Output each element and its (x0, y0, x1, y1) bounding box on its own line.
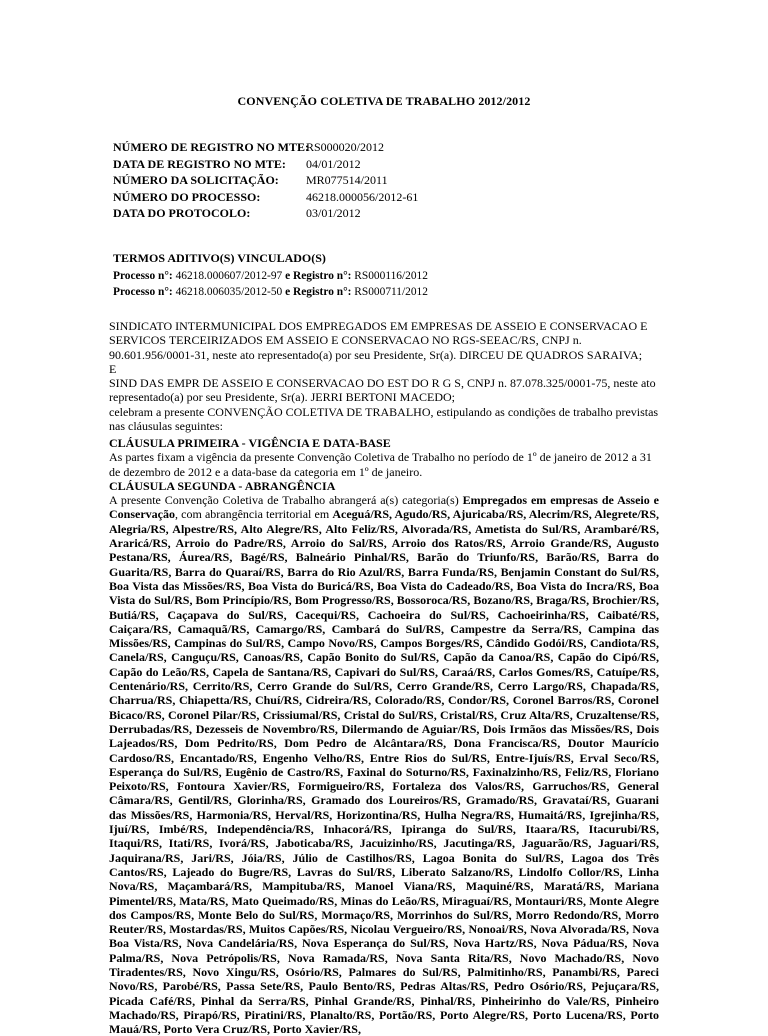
registro-label: e Registro n°: (285, 286, 352, 298)
registration-label: NÚMERO DE REGISTRO NO MTE: (113, 140, 310, 154)
clause-intro: A presente Convenção Coletiva de Trabalho abrangerá a(s) categoria(s) (109, 493, 459, 508)
registration-row (113, 172, 418, 189)
clauses-section (109, 436, 659, 1036)
conjunction: E (109, 361, 117, 376)
clause-text (109, 493, 659, 1036)
registration-row (113, 139, 418, 156)
registration-block (113, 139, 418, 222)
registration-label: NÚMERO DA SOLICITAÇÃO: (113, 173, 279, 188)
registration-row (113, 189, 418, 206)
termos-aditivos-section (113, 250, 428, 301)
registration-label: NÚMERO DO PROCESSO: (113, 189, 261, 204)
registration-value: RS000020/2012 (306, 140, 385, 154)
registration-label: DATA DO PROTOCOLO: (113, 206, 251, 221)
registration-row (113, 205, 418, 222)
processo-number: 46218.000607/2012-97 (175, 269, 283, 282)
clause-mid: , com abrangência territorial em (175, 507, 330, 522)
document-title: CONVENÇÃO COLETIVA DE TRABALHO 2012/2012 (237, 94, 531, 108)
registration-value: 03/01/2012 (306, 206, 361, 221)
party-paragraph: SINDICATO INTERMUNICIPAL DOS EMPREGADOS EM EMPRESAS DE ASSEIO E CONSERVACAO E SERVICOS TERCEIRIZADOS EM ASSEIO E CONSERVACAO NO RGS-SEEAC/RS, CNPJ n. 90.601.956/0001-31, neste ato representado(a) por seu Presidente, Sr(a). DIRCEU DE QUADROS SARAIVA; (109, 319, 648, 362)
registration-row (113, 156, 418, 173)
processo-number: 46218.006035/2012-50 (175, 286, 283, 298)
registration-value: 04/01/2012 (306, 156, 361, 171)
party-paragraph: SIND DAS EMPR DE ASSEIO E CONSERVACAO DO EST DO R G S, CNPJ n. 87.078.325/0001-75, neste ato representado(a) por seu Presidente, Sr(a). JERRI BERTONI MACEDO; (109, 376, 656, 405)
clause-heading: CLÁUSULA SEGUNDA - ABRANGÊNCIA (109, 478, 336, 493)
registration-label: DATA DE REGISTRO NO MTE: (113, 156, 286, 171)
celebration-paragraph: celebram a presente CONVENÇÃO COLETIVA DE TRABALHO, estipulando as condições de trabalho previstas nas cláusulas seguintes: (109, 404, 659, 434)
registro-number: RS000711/2012 (354, 286, 428, 298)
termo-item (113, 284, 428, 301)
termos-heading: TERMOS ADITIVO(S) VINCULADO(S) (113, 251, 326, 265)
categoria-text: Empregados em empresas de Asseio e Conservação (109, 493, 659, 522)
processo-label: Processo n°: (113, 269, 173, 282)
registration-value: MR077514/2011 (306, 173, 388, 188)
clause-heading: CLÁUSULA PRIMEIRA - VIGÊNCIA E DATA-BASE (109, 436, 391, 450)
registro-label: e Registro n°: (285, 269, 352, 282)
processo-label: Processo n°: (113, 286, 173, 298)
clause-text: As partes fixam a vigência da presente Convenção Coletiva de Trabalho no período de 1º de janeiro de 2012 a 31 de dezembro de 2012 e a data-base da categoria em 1º de janeiro. (109, 450, 652, 479)
parties-section (109, 319, 661, 433)
municipios-list: Aceguá/RS, Agudo/RS, Ajuricaba/RS, Alecrim/RS, Alegrete/RS, Alegria/RS, Alpestre/RS, Alto Alegre/RS, Alto Feliz/RS, Alvorada/RS, Ametista do Sul/RS, Arambaré/RS, Araricá/RS, Arroio do Padre/RS, Arroio do Sal/RS, Arroio dos Ratos/RS, Arroio Grande/RS, Augusto Pestana/RS, Áurea/RS, Bagé/RS, Balneário Pinhal/RS, Barão do Triunfo/RS, Barão/RS, Barra do Guarita/RS, Barra do Quaraí/RS, Barra do Rio Azul/RS, Barra Funda/RS, Benjamin Constant do Sul/RS, Boa Vista das Missões/RS, Boa Vista do Buricá/RS, Boa Vista do Cadeado/RS, Boa Vista do Incra/RS, Boa Vista do Sul/RS, Bom Princípio/RS, Bom Progresso/RS, Bossoroca/RS, Bozano/RS, Braga/RS, Brochier/RS, Butiá/RS, Caçapava do Sul/RS, Cacequi/RS, Cachoeira do Sul/RS, Cachoeirinha/RS, Caibaté/RS, Caiçara/RS, Camaquã/RS, Camargo/RS, Cambará do Sul/RS, Campestre da Serra/RS, Campina das Missões/RS, Campinas do Sul/RS, Campo Novo/RS, Campos Borges/RS, Cândido Godói/RS, Candiota/RS, Canela/RS, Canguçu/RS, Canoas/RS, Capão Bonito do Sul/RS, Capão da Canoa/RS, Capão do Cipó/RS, Capão do Leão/RS, Capela de Santana/RS, Capivari do Sul/RS, Caraá/RS, Carlos Gomes/RS, Catuípe/RS, Centenário/RS, Cerrito/RS, Cerro Grande do Sul/RS, Cerro Grande/RS, Cerro Largo/RS, Chapada/RS, Charrua/RS, Chiapetta/RS, Chuí/RS, Cidreira/RS, Colorado/RS, Condor/RS, Coronel Barros/RS, Coronel Bicaco/RS, Coronel Pilar/RS, Crissiumal/RS, Cristal do Sul/RS, Cristal/RS, Cruz Alta/RS, Cruzaltense/RS, Derrubadas/RS, Dezesseis de Novembro/RS, Dilermando de Aguiar/RS, Dois Irmãos das Missões/RS, Dois Lajeados/RS, Dom Pedrito/RS, Dom Pedro de Alcântara/RS, Dona Francisca/RS, Doutor Maurício Cardoso/RS, Encantado/RS, Engenho Velho/RS, Entre Rios do Sul/RS, Entre-Ijuís/RS, Erval Seco/RS, Esperança do Sul/RS, Eugênio de Castro/RS, Faxinal do Soturno/RS, Faxinalzinho/RS, Feliz/RS, Floriano Peixoto/RS, Fontoura Xavier/RS, Formigueiro/RS, Fortaleza dos Valos/RS, Garruchos/RS, General Câmara/RS, Gentil/RS, Glorinha/RS, Gramado dos Loureiros/RS, Gramado/RS, Gravataí/RS, Guarani das Missões/RS, Harmonia/RS, Herval/RS, Horizontina/RS, Hulha Negra/RS, Humaitá/RS, Igrejinha/RS, Ijuí/RS, Imbé/RS, Independência/RS, Inhacorá/RS, Ipiranga do Sul/RS, Itaara/RS, Itacurubi/RS, Itaqui/RS, Itati/RS, Ivorá/RS, Jaboticaba/RS, Jacuizinho/RS, Jacutinga/RS, Jaguarão/RS, Jaguari/RS, Jaquirana/RS, Jari/RS, Jóia/RS, Júlio de Castilhos/RS, Lagoa Bonita do Sul/RS, Lagoa dos Três Cantos/RS, Lajeado do Bugre/RS, Lavras do Sul/RS, Liberato Salzano/RS, Lindolfo Collor/RS, Linha Nova/RS, Maçambará/RS, Mampituba/RS, Manoel Viana/RS, Maquiné/RS, Maratá/RS, Mariana Pimentel/RS, Mata/RS, Mato Queimado/RS, Minas do Leão/RS, Miraguaí/RS, Montauri/RS, Monte Alegre dos Campos/RS, Monte Belo do Sul/RS, Mormaço/RS, Morrinhos do Sul/RS, Morro Redondo/RS, Morro Reuter/RS, Mostardas/RS, Muitos Capões/RS, Nicolau Vergueiro/RS, Nonoai/RS, Nova Alvorada/RS, Nova Boa Vista/RS, Nova Candelária/RS, Nova Esperança do Sul/RS, Nova Hartz/RS, Nova Pádua/RS, Nova Palma/RS, Nova Petrópolis/RS, Nova Ramada/RS, Nova Santa Rita/RS, Novo Machado/RS, Novo Tiradentes/RS, Novo Xingu/RS, Osório/RS, Palmares do Sul/RS, Palmitinho/RS, Panambi/RS, Pareci Novo/RS, Parobé/RS, Passa Sete/RS, Paulo Bento/RS, Pedras Altas/RS, Pedro Osório/RS, Pejuçara/RS, Picada Café/RS, Pinhal da Serra/RS, Pinhal Grande/RS, Pinhal/RS, Pinheirinho do Vale/RS, Pinheiro Machado/RS, Pirapó/RS, Piratini/RS, Planalto/RS, Portão/RS, Porto Alegre/RS, Porto Lucena/RS, Porto Mauá/RS, Porto Vera Cruz/RS, Porto Xavier/RS, (109, 507, 660, 1036)
termo-item (113, 268, 428, 285)
registration-value: 46218.000056/2012-61 (306, 189, 419, 204)
registro-number: RS000116/2012 (354, 269, 428, 282)
